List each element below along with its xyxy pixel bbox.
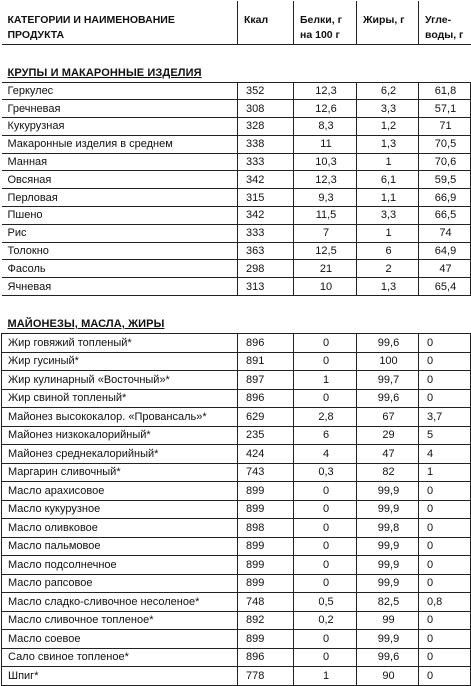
cell-kcal: 899 (238, 482, 294, 501)
header-carbs: Угле- воды, г (419, 1, 471, 44)
cell-carbs: 0 (419, 389, 471, 408)
section-header-row (2, 44, 471, 82)
cell-fat: 1,2 (357, 118, 419, 136)
cell-protein: 8,3 (294, 118, 357, 136)
cell-kcal: 363 (238, 242, 294, 260)
section-title-text: МАЙОНЕЗЫ, МАСЛА, ЖИРЫ (7, 318, 165, 331)
table-row (2, 207, 471, 225)
table-row (2, 593, 471, 612)
cell-carbs: 0 (419, 500, 471, 519)
cell-carbs: 0,8 (419, 593, 471, 612)
cell-product: Геркулес (2, 82, 238, 100)
cell-product: Масло арахисовое (2, 482, 238, 501)
cell-protein: 10 (294, 278, 357, 296)
cell-fat: 3,3 (357, 207, 419, 225)
cell-protein: 11 (294, 135, 357, 153)
cell-product: Масло рапсовое (2, 574, 238, 593)
cell-protein: 1 (294, 371, 357, 390)
cell-fat: 99,9 (357, 556, 419, 575)
section-title (2, 44, 471, 82)
cell-kcal: 892 (238, 611, 294, 630)
cell-kcal: 896 (238, 648, 294, 667)
table-row (2, 519, 471, 538)
cell-kcal: 333 (238, 153, 294, 171)
cell-kcal: 328 (238, 118, 294, 136)
cell-protein: 0 (294, 630, 357, 649)
table-row (2, 630, 471, 649)
cell-protein: 0,2 (294, 611, 357, 630)
cell-protein: 7 (294, 224, 357, 242)
cell-kcal: 338 (238, 135, 294, 153)
cell-carbs: 74 (419, 224, 471, 242)
cell-carbs: 59,5 (419, 171, 471, 189)
cell-fat: 99,9 (357, 482, 419, 501)
cell-fat: 29 (357, 426, 419, 445)
cell-protein: 12,5 (294, 242, 357, 260)
table-row (2, 556, 471, 575)
cell-protein: 12,3 (294, 171, 357, 189)
cell-protein: 4 (294, 445, 357, 464)
header-fat: Жиры, г (357, 1, 419, 44)
cell-protein: 0 (294, 334, 357, 353)
cell-kcal: 899 (238, 630, 294, 649)
cell-protein: 12,3 (294, 82, 357, 100)
cell-product: Гречневая (2, 100, 238, 118)
section-title (2, 296, 471, 334)
cell-carbs: 0 (419, 482, 471, 501)
cell-carbs: 0 (419, 352, 471, 371)
cell-protein: 6 (294, 426, 357, 445)
cell-protein: 0 (294, 482, 357, 501)
cell-protein: 9,3 (294, 189, 357, 207)
table-row (2, 371, 471, 390)
cell-protein: 0 (294, 537, 357, 556)
cell-product: Манная (2, 153, 238, 171)
cell-kcal: 342 (238, 171, 294, 189)
table-row (2, 426, 471, 445)
cell-kcal: 899 (238, 537, 294, 556)
cell-product: Жир гусиный* (2, 352, 238, 371)
cell-carbs: 0 (419, 334, 471, 353)
table-row (2, 611, 471, 630)
table-row (2, 482, 471, 501)
cell-product: Рис (2, 224, 238, 242)
nutrition-table (1, 1, 471, 686)
cell-fat: 99,6 (357, 648, 419, 667)
cell-fat: 99,9 (357, 537, 419, 556)
cell-kcal: 315 (238, 189, 294, 207)
cell-carbs: 64,9 (419, 242, 471, 260)
cell-fat: 100 (357, 352, 419, 371)
header-protein: Белки, г на 100 г (294, 1, 357, 44)
cell-protein: 12,6 (294, 100, 357, 118)
cell-fat: 6 (357, 242, 419, 260)
cell-protein: 0 (294, 574, 357, 593)
cell-fat: 1 (357, 224, 419, 242)
cell-product: Масло пальмовое (2, 537, 238, 556)
cell-fat: 1,3 (357, 135, 419, 153)
cell-protein: 1 (294, 667, 357, 686)
cell-carbs: 57,1 (419, 100, 471, 118)
cell-fat: 99,7 (357, 371, 419, 390)
cell-protein: 0 (294, 556, 357, 575)
cell-carbs: 0 (419, 556, 471, 575)
cell-product: Жир говяжий топленый* (2, 334, 238, 353)
cell-fat: 82,5 (357, 593, 419, 612)
cell-kcal: 897 (238, 371, 294, 390)
cell-kcal: 899 (238, 574, 294, 593)
cell-kcal: 743 (238, 463, 294, 482)
cell-carbs: 0 (419, 611, 471, 630)
cell-protein: 0 (294, 519, 357, 538)
cell-kcal: 298 (238, 260, 294, 278)
cell-carbs: 5 (419, 426, 471, 445)
cell-product: Майонез высококалор. «Провансаль»* (2, 408, 238, 427)
cell-kcal: 778 (238, 667, 294, 686)
cell-carbs: 3,7 (419, 408, 471, 427)
cell-carbs: 0 (419, 630, 471, 649)
cell-carbs: 65,4 (419, 278, 471, 296)
table-row (2, 100, 471, 118)
cell-kcal: 899 (238, 500, 294, 519)
table-row (2, 463, 471, 482)
cell-product: Макаронные изделия в среднем (2, 135, 238, 153)
cell-fat: 1 (357, 153, 419, 171)
cell-kcal: 898 (238, 519, 294, 538)
table-row (2, 648, 471, 667)
cell-product: Овсяная (2, 171, 238, 189)
table-row (2, 171, 471, 189)
table-row (2, 189, 471, 207)
cell-fat: 3,3 (357, 100, 419, 118)
table-row (2, 537, 471, 556)
cell-protein: 2,8 (294, 408, 357, 427)
cell-carbs: 0 (419, 667, 471, 686)
cell-carbs: 0 (419, 371, 471, 390)
cell-protein: 0,5 (294, 593, 357, 612)
cell-fat: 99,6 (357, 334, 419, 353)
table-row (2, 118, 471, 136)
cell-product: Масло сливочное топленое* (2, 611, 238, 630)
cell-carbs: 0 (419, 648, 471, 667)
cell-kcal: 235 (238, 426, 294, 445)
cell-carbs: 0 (419, 574, 471, 593)
cell-fat: 1,3 (357, 278, 419, 296)
cell-product: Масло подсолнечное (2, 556, 238, 575)
header-kcal: Ккал (238, 1, 294, 44)
cell-kcal: 424 (238, 445, 294, 464)
cell-carbs: 4 (419, 445, 471, 464)
table-row (2, 334, 471, 353)
cell-carbs: 66,9 (419, 189, 471, 207)
cell-kcal: 342 (238, 207, 294, 225)
cell-carbs: 0 (419, 537, 471, 556)
cell-product: Майонез низкокалорийный* (2, 426, 238, 445)
cell-protein: 10,3 (294, 153, 357, 171)
cell-carbs: 70,6 (419, 153, 471, 171)
table-row (2, 135, 471, 153)
table-row (2, 82, 471, 100)
cell-carbs: 47 (419, 260, 471, 278)
cell-fat: 67 (357, 408, 419, 427)
cell-kcal: 313 (238, 278, 294, 296)
table-header-row (2, 1, 471, 44)
cell-product: Масло сладко-сливочное несоленое* (2, 593, 238, 612)
cell-fat: 90 (357, 667, 419, 686)
cell-product: Фасоль (2, 260, 238, 278)
table-row (2, 242, 471, 260)
cell-fat: 99,9 (357, 574, 419, 593)
table-row (2, 445, 471, 464)
table-row (2, 408, 471, 427)
section-title-text: КРУПЫ И МАКАРОННЫЕ ИЗДЕЛИЯ (7, 66, 202, 79)
cell-product: Толокно (2, 242, 238, 260)
cell-carbs: 71 (419, 118, 471, 136)
cell-fat: 2 (357, 260, 419, 278)
cell-fat: 99,6 (357, 389, 419, 408)
cell-carbs: 0 (419, 519, 471, 538)
cell-kcal: 352 (238, 82, 294, 100)
cell-product: Жир свиной топленый* (2, 389, 238, 408)
cell-protein: 11,5 (294, 207, 357, 225)
cell-product: Сало свиное топленое* (2, 648, 238, 667)
cell-kcal: 308 (238, 100, 294, 118)
cell-carbs: 66,5 (419, 207, 471, 225)
cell-product: Жир кулинарный «Восточный»* (2, 371, 238, 390)
table-row (2, 153, 471, 171)
cell-fat: 99,9 (357, 630, 419, 649)
cell-kcal: 891 (238, 352, 294, 371)
cell-product: Кукурузная (2, 118, 238, 136)
cell-fat: 99,8 (357, 519, 419, 538)
cell-product: Шпиг* (2, 667, 238, 686)
table-row (2, 500, 471, 519)
cell-kcal: 899 (238, 556, 294, 575)
section-header-row (2, 296, 471, 334)
cell-kcal: 748 (238, 593, 294, 612)
table-row (2, 574, 471, 593)
cell-carbs: 70,5 (419, 135, 471, 153)
cell-carbs: 1 (419, 463, 471, 482)
cell-kcal: 896 (238, 334, 294, 353)
cell-fat: 6,1 (357, 171, 419, 189)
cell-fat: 6,2 (357, 82, 419, 100)
cell-product: Масло оливковое (2, 519, 238, 538)
cell-kcal: 333 (238, 224, 294, 242)
cell-protein: 0 (294, 389, 357, 408)
header-category: КАТЕГОРИИ И НАИМЕНОВАНИЕ ПРОДУКТА (2, 1, 238, 44)
cell-product: Майонез среднекалорийный* (2, 445, 238, 464)
cell-product: Ячневая (2, 278, 238, 296)
cell-fat: 47 (357, 445, 419, 464)
cell-kcal: 896 (238, 389, 294, 408)
cell-fat: 99 (357, 611, 419, 630)
cell-product: Маргарин сливочный* (2, 463, 238, 482)
cell-protein: 0,3 (294, 463, 357, 482)
cell-protein: 0 (294, 352, 357, 371)
table-row (2, 224, 471, 242)
cell-product: Масло соевое (2, 630, 238, 649)
cell-carbs: 61,8 (419, 82, 471, 100)
cell-kcal: 629 (238, 408, 294, 427)
table-row (2, 667, 471, 686)
table-row (2, 352, 471, 371)
cell-fat: 82 (357, 463, 419, 482)
table-row (2, 260, 471, 278)
cell-protein: 0 (294, 500, 357, 519)
cell-fat: 99,9 (357, 500, 419, 519)
table-row (2, 389, 471, 408)
cell-product: Масло кукурузное (2, 500, 238, 519)
cell-fat: 1,1 (357, 189, 419, 207)
table-row (2, 278, 471, 296)
cell-product: Перловая (2, 189, 238, 207)
cell-protein: 21 (294, 260, 357, 278)
cell-product: Пшено (2, 207, 238, 225)
cell-protein: 0 (294, 648, 357, 667)
